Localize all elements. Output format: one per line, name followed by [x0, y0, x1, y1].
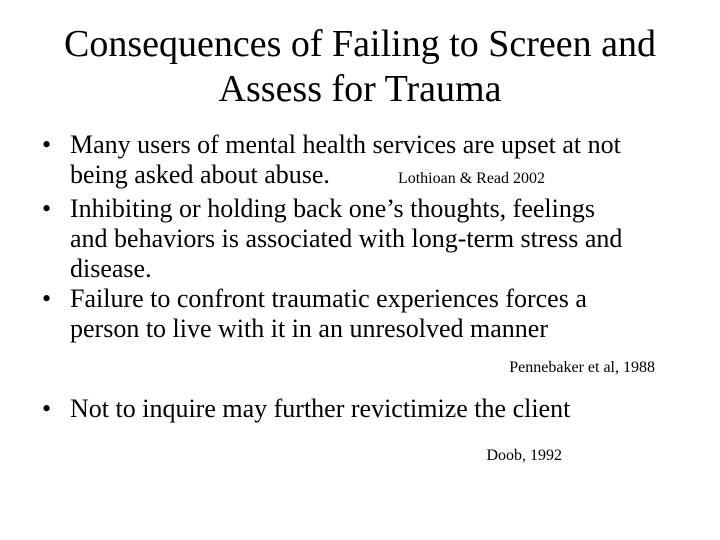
bullet-item-3 [42, 284, 692, 344]
bullet-marker: • [42, 394, 52, 423]
bullet-3-line-1: Failure to confront traumatic experiences forces a [70, 284, 587, 313]
slide-title-line-2: Assess for Trauma [218, 68, 502, 110]
bullet-list [42, 130, 692, 466]
bullet-1-line-1: Many users of mental health services are upset at not [70, 130, 621, 159]
slide-title-line-1: Consequences of Failing to Screen and [63, 23, 657, 65]
bullet-marker: • [42, 130, 52, 159]
bullet-1-line-2-wrap [70, 160, 692, 194]
bullet-item-2 [42, 194, 692, 284]
citation-doob: Doob, 1992 [486, 447, 562, 464]
citation-lothioan-read: Lothioan & Read 2002 [397, 170, 546, 187]
bullet-item-4 [42, 394, 692, 424]
bullet-marker: • [42, 284, 52, 313]
bullet-item-1 [42, 130, 692, 194]
bullet-2-line-1: Inhibiting or holding back one’s thoughts, feelings [70, 194, 595, 223]
bullet-2-line-3: disease. [70, 254, 152, 283]
bullet-2-line-2: and behaviors is associated with long-term stress and [70, 224, 623, 253]
bullet-1-line-2: being asked about abuse. [70, 160, 330, 189]
citation-pennebaker: Pennebaker et al, 1988 [509, 359, 655, 376]
slide-title [0, 22, 720, 112]
bullet-3-line-2: person to live with it in an unresolved manner [70, 314, 549, 343]
bullet-marker: • [42, 194, 52, 223]
bullet-4-line-1: Not to inquire may further revictimize the client [70, 394, 571, 423]
